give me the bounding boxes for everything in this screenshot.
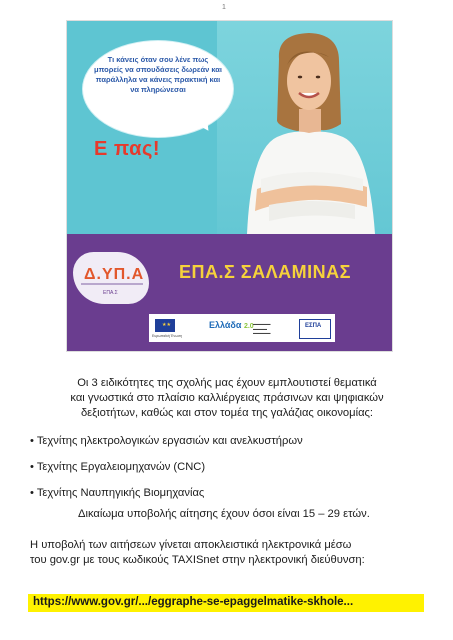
partner-logos-strip [149, 314, 335, 342]
specialty-item-electrical: • Τεχνίτης ηλεκτρολογικών εργασιών και ανελκυστήρων [30, 435, 303, 447]
specialty-item-cnc: • Τεχνίτης Εργαλειομηχανών (CNC) [30, 461, 206, 473]
specialty-item-shipbuilding: • Τεχνίτης Ναυπηγικής Βιομηχανίας [30, 487, 205, 499]
application-url-link[interactable]: https://www.gov.gr/.../eggraphe-se-epaggelmatike-skhole... [33, 596, 354, 608]
submission-paragraph [30, 538, 424, 568]
dypa-logo-title: Δ.ΥΠ.Α [84, 266, 145, 283]
ministry-logo: ▬▬▬▬▬ ▬▬▬▬ ▬▬▬▬▬ [253, 322, 271, 335]
ellada-2-logo [209, 320, 254, 330]
dypa-logo-divider [81, 283, 143, 285]
eligibility-text: Δικαίωμα υποβολής αίτησης έχουν όσοι είναι 15 – 29 ετών. [78, 508, 370, 520]
intro-line: Οι 3 ειδικότητες της σχολής μας έχουν εμπλουτιστεί θεματικά [77, 377, 377, 389]
ellada-logo-number: 2.0 [243, 323, 254, 330]
poster-top-panel [67, 21, 392, 234]
promo-poster [66, 20, 393, 352]
school-name: ΕΠΑ.Σ ΣΑΛΑΜΙΝΑΣ [179, 262, 351, 282]
espa-logo [299, 319, 331, 339]
speech-bubble-text: Τι κάνεις όταν σου λένε πως μπορείς να σπουδάσεις δωρεάν και παράλληλα να κάνεις πρακτική και να πληρώνεσαι [94, 55, 222, 94]
dypa-logo [73, 252, 149, 304]
poster-bottom-panel [67, 234, 392, 351]
intro-line: και γνωστικά στο πλαίσιο καλλιέργειας πράσινων και ψηφιακών [70, 392, 384, 404]
intro-paragraph [30, 376, 424, 421]
smiling-woman-illustration [217, 29, 392, 234]
dypa-logo-subtitle: ΕΠΑ.Σ [103, 290, 118, 296]
espa-logo-text: ΕΣΠΑ [305, 323, 322, 329]
intro-line: δεξιοτήτων, καθώς και στον τομέα της γαλάζιας οικονομίας: [80, 407, 374, 419]
submission-line: του gov.gr με τους κωδικούς TAXISnet στην ηλεκτρονική διεύθυνση: [30, 554, 365, 566]
eu-flag-icon: ★★ [155, 319, 175, 332]
page-number: 1 [222, 4, 226, 11]
eu-caption: Ευρωπαϊκή Ένωση [152, 334, 183, 338]
ellada-logo-text: Ελλάδα [209, 320, 242, 330]
epas-exclamation: Ε πας! [94, 138, 161, 160]
submission-line: Η υποβολή των αιτήσεων γίνεται αποκλειστικά ηλεκτρονικά μέσω [30, 539, 352, 551]
